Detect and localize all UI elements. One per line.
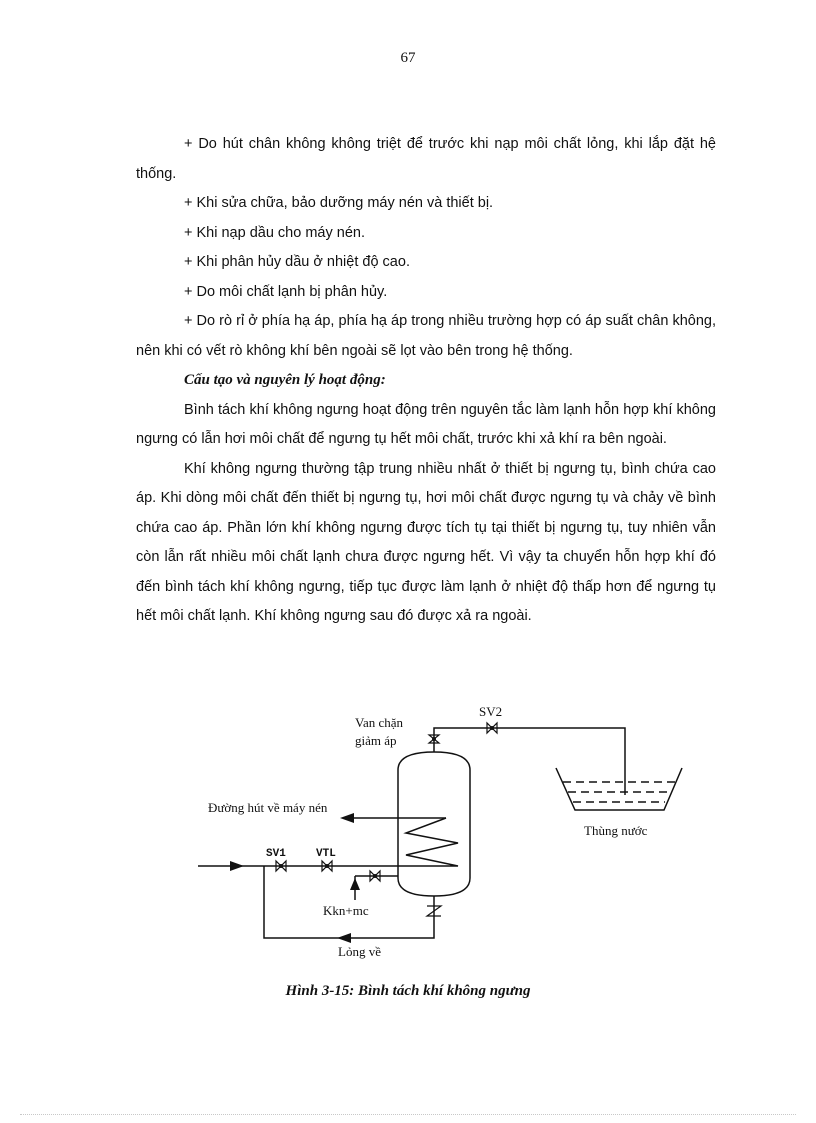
body-text <box>136 130 716 632</box>
label-vtl: VTL <box>316 848 336 860</box>
sv1-valve <box>276 861 286 871</box>
paragraph: + Khi sửa chữa, bảo dưỡng máy nén và thiết bị. <box>184 195 494 211</box>
paragraph: + Do môi chất lạnh bị phân hủy. <box>184 283 388 300</box>
sv2-valve <box>487 723 497 733</box>
water-tank <box>556 768 682 810</box>
label-valve-2: giảm áp <box>355 733 397 748</box>
paragraph: + Do rò rỉ ở phía hạ áp, phía hạ áp trong nhiều trường hợp có áp suất chân không, nên khi có vết rò không khí bên ngoài sẽ lọt vào bên trong hệ thống. <box>136 313 716 359</box>
label-return: Lỏng về <box>338 944 381 959</box>
stop-valve <box>429 735 439 743</box>
return-pipe <box>264 866 434 938</box>
paragraph: + Khi nạp dầu cho máy nén. <box>184 224 365 241</box>
vent-pipe <box>434 728 625 795</box>
vtl-valve <box>322 861 332 871</box>
paragraph: Bình tách khí không ngưng hoạt động trên nguyên tắc làm lạnh hỗn hợp khí không ngưng có lẫn hơi môi chất để ngưng tụ hết môi chất, trước khi xả khí ra bên ngoài. <box>136 401 716 447</box>
label-valve-1: Van chặn <box>355 715 404 730</box>
water-surface <box>563 782 675 802</box>
separator-vessel <box>398 752 470 896</box>
check-valve <box>427 906 441 916</box>
page-number: 67 <box>400 50 416 66</box>
suction-arrow <box>340 813 354 823</box>
label-sv1: SV1 <box>266 848 286 860</box>
gas-arrow <box>350 878 360 890</box>
return-arrow <box>337 933 351 943</box>
inlet-arrow <box>230 861 244 871</box>
label-suction: Đường hút về máy nén <box>208 800 328 815</box>
paragraph: Khí không ngưng thường tập trung nhiều nhất ở thiết bị ngưng tụ, bình chứa cao áp. Khi dòng môi chất đến thiết bị ngưng tụ, hơi môi chất được ngưng tụ và chảy về bình chứa cao áp. Phần lớn khí không ngưng được tích tụ tại thiết bị ngưng tụ, tuy nhiên vẫn còn lẫn rất nhiều môi chất lạnh chưa được ngưng hết. Vì vậy ta chuyển hỗn hợp khí đó đến bình tách khí không ngưng, tiếp tục được làm lạnh ở nhiệt độ thấp hơn để ngưng tụ hết môi chất lạnh. Khí không ngưng sau đó được xả ra ngoài. <box>136 460 716 624</box>
paragraph: + Khi phân hủy dầu ở nhiệt độ cao. <box>184 254 410 270</box>
label-tank: Thùng nước <box>584 823 648 838</box>
page-bottom-divider <box>20 1114 796 1115</box>
section-heading: Cấu tạo và nguyên lý hoạt động: <box>184 372 386 388</box>
figure-caption: Hình 3-15: Bình tách khí không ngưng <box>285 983 531 999</box>
cooling-coil <box>398 818 458 866</box>
label-kkn: Kkn+mc <box>323 903 369 918</box>
gas-valve <box>370 871 380 881</box>
label-sv2: SV2 <box>479 704 503 719</box>
paragraph: + Do hút chân không không triệt để trước khi nạp môi chất lỏng, khi lắp đặt hệ thống. <box>136 136 716 182</box>
